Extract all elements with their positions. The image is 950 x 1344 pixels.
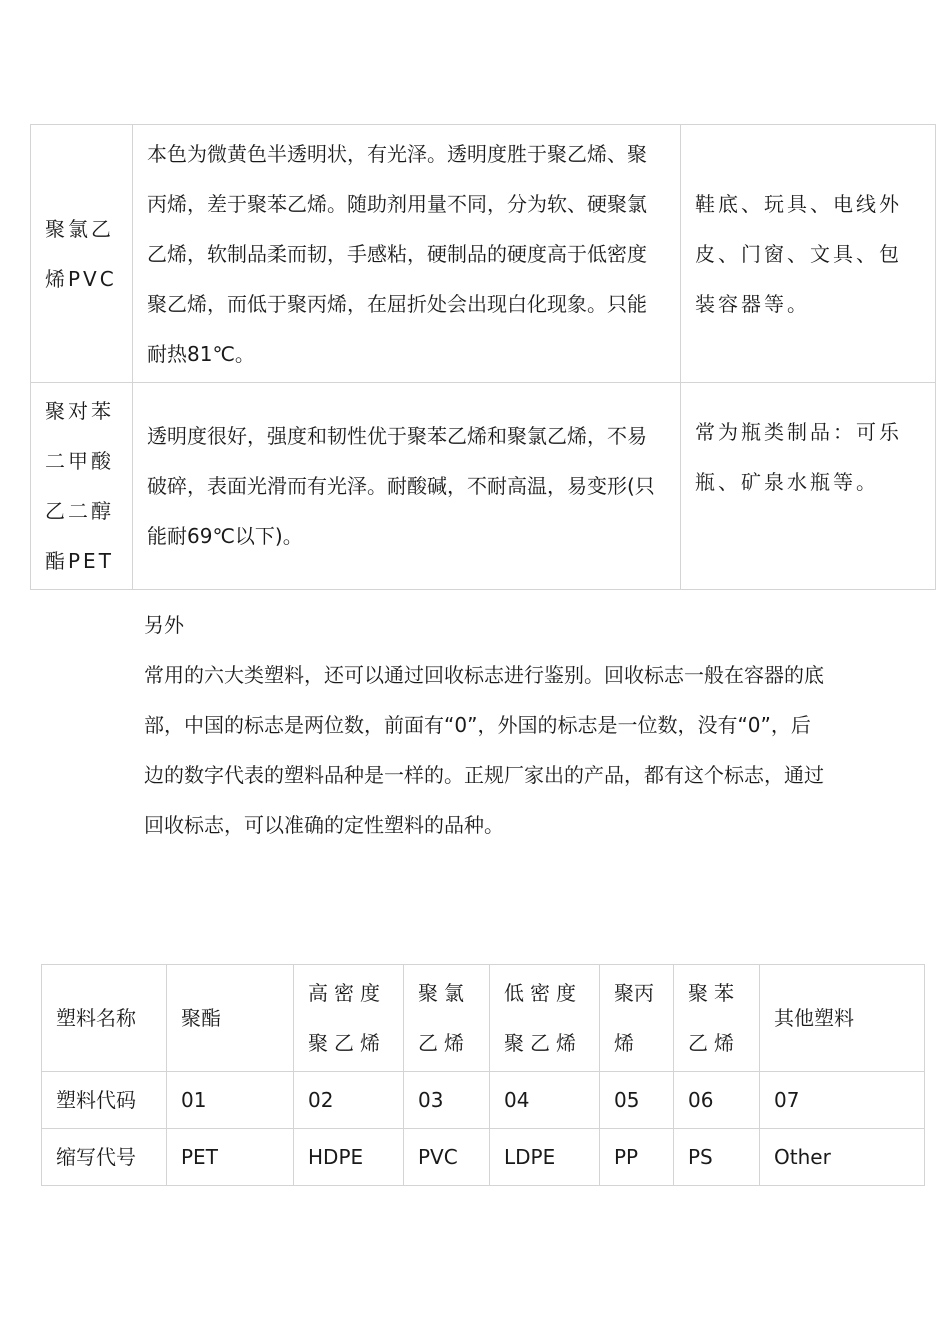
plastic-code: 04 <box>490 1072 600 1129</box>
plastic-code: 01 <box>167 1072 294 1129</box>
uses-cell: 鞋底、玩具、电线外皮、门窗、文具、包装容器等。 <box>681 125 936 383</box>
note-heading: 另外 <box>144 613 184 637</box>
row-label: 缩写代号 <box>42 1129 167 1186</box>
note-body: 常用的六大类塑料，还可以通过回收标志进行鉴别。回收标志一般在容器的底部，中国的标志是两位数，前面有“0”，外国的标志是一位数，没有“0”，后边的数字代表的塑料品种是一样的。正规厂家出的产品，都有这个标志，通过回收标志，可以准确的定性塑料的品种。 <box>144 663 824 837</box>
table-row <box>42 1129 925 1186</box>
description-cell: 本色为微黄色半透明状，有光泽。透明度胜于聚乙烯、聚丙烯，差于聚苯乙烯。随助剂用量不同，分为软、硬聚氯乙烯，软制品柔而韧，手感粘，硬制品的硬度高于低密度聚乙烯，而低于聚丙烯，在屈折处会出现白化现象。只能耐热81℃。 <box>133 125 681 383</box>
plastic-code: 06 <box>674 1072 760 1129</box>
recycling-code-table <box>41 964 925 1186</box>
row-label: 塑料名称 <box>42 965 167 1072</box>
row-label: 塑料代码 <box>42 1072 167 1129</box>
plastic-code: 03 <box>404 1072 490 1129</box>
plastic-name-cell: 聚氯乙烯PVC <box>31 125 133 383</box>
plastic-abbr: PVC <box>404 1129 490 1186</box>
table-row <box>42 965 925 1072</box>
plastic-code: 02 <box>294 1072 404 1129</box>
plastic-abbr: PP <box>600 1129 674 1186</box>
plastic-name-cell: 聚对苯二甲酸乙二醇酯PET <box>31 383 133 590</box>
note-section <box>144 600 824 850</box>
description-cell: 透明度很好，强度和韧性优于聚苯乙烯和聚氯乙烯，不易破碎，表面光滑而有光泽。耐酸碱，不耐高温，易变形(只能耐69℃以下)。 <box>133 383 681 590</box>
table-row <box>31 383 936 590</box>
plastic-abbr: HDPE <box>294 1129 404 1186</box>
table-row <box>31 125 936 383</box>
plastic-name: 其他塑料 <box>760 965 925 1072</box>
plastic-abbr: LDPE <box>490 1129 600 1186</box>
plastic-code: 05 <box>600 1072 674 1129</box>
plastic-name: 低密度聚乙烯 <box>490 965 600 1072</box>
plastic-abbr: PET <box>167 1129 294 1186</box>
table-row <box>42 1072 925 1129</box>
plastic-name: 聚苯乙烯 <box>674 965 760 1072</box>
plastic-abbr: PS <box>674 1129 760 1186</box>
uses-cell: 常为瓶类制品：可乐瓶、矿泉水瓶等。 <box>681 383 936 590</box>
plastic-abbr: Other <box>760 1129 925 1186</box>
plastics-properties-table <box>30 124 936 590</box>
plastic-name: 聚氯乙烯 <box>404 965 490 1072</box>
plastic-code: 07 <box>760 1072 925 1129</box>
plastic-name: 聚丙烯 <box>600 965 674 1072</box>
plastic-name: 高密度聚乙烯 <box>294 965 404 1072</box>
plastic-name: 聚酯 <box>167 965 294 1072</box>
